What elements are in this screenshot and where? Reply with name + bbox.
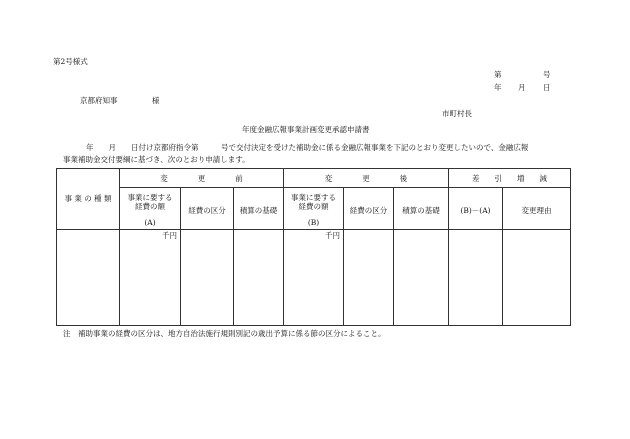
before-class-label: 経費の区分 — [188, 206, 226, 215]
footnote: 注 補助事業の経費の区分は、地方自治法施行規則別記の歳出予算に係る節の区分によること。 — [63, 329, 386, 338]
table-border-left — [56, 168, 57, 326]
table-border-top — [56, 168, 571, 169]
col-line-4 — [283, 168, 284, 326]
group-difference: 差 引 増 減 — [472, 174, 547, 183]
after-amount-label — [284, 193, 343, 212]
before-marker: (A) — [144, 218, 156, 227]
after-amount-line-2: 経費の額 — [298, 202, 329, 212]
date-day: 日 — [543, 83, 551, 92]
date-year: 年 — [494, 83, 502, 92]
body-line-1: 年 月 日付け京都府指令第 号で交付決定を受けた補助金に係る金融広報事業を下記のとおり変更したいので、金融広報 — [86, 143, 529, 152]
form-number: 第2号様式 — [53, 57, 88, 66]
table-border-bottom — [56, 325, 571, 326]
before-basis-label: 積算の基礎 — [239, 206, 278, 215]
change-reason-label: 変更理由 — [521, 206, 552, 215]
after-basis-label: 積算の基礎 — [402, 206, 440, 215]
addressee-honorific: 様 — [152, 96, 160, 105]
unit-before: 千円 — [162, 231, 177, 240]
before-amount-line-2: 経費の額 — [135, 202, 165, 212]
addressee-name: 京都府知事 — [80, 96, 118, 105]
before-amount-line-1: 事業に要する — [127, 193, 173, 202]
date-month: 月 — [518, 83, 526, 92]
col-line-1 — [119, 168, 120, 326]
after-class-label: 経費の区分 — [349, 206, 388, 215]
header-divider — [119, 187, 571, 188]
group-after: 変 更 後 — [324, 174, 408, 183]
table-border-right — [570, 168, 571, 326]
row-header-business-type: 事 業 の 種 類 — [64, 194, 112, 203]
sender-title: 市町村長 — [442, 109, 472, 118]
doc-number-prefix: 第 — [494, 70, 502, 79]
after-amount-line-1: 事業に要する — [291, 193, 336, 202]
unit-after: 千円 — [325, 231, 340, 240]
doc-number-suffix: 号 — [543, 70, 551, 79]
col-line-7 — [448, 168, 449, 326]
difference-formula-label: (B)－(A) — [460, 206, 491, 215]
document-title: 年度金融広報事業計画変更承認申請書 — [242, 125, 370, 134]
group-before: 変 更 前 — [160, 174, 243, 183]
before-amount-label — [120, 193, 180, 212]
subheader-divider — [56, 229, 571, 230]
after-marker: (B) — [307, 218, 320, 227]
body-line-2: 事業補助金交付要綱に基づき、次のとおり申請します。 — [63, 155, 250, 164]
